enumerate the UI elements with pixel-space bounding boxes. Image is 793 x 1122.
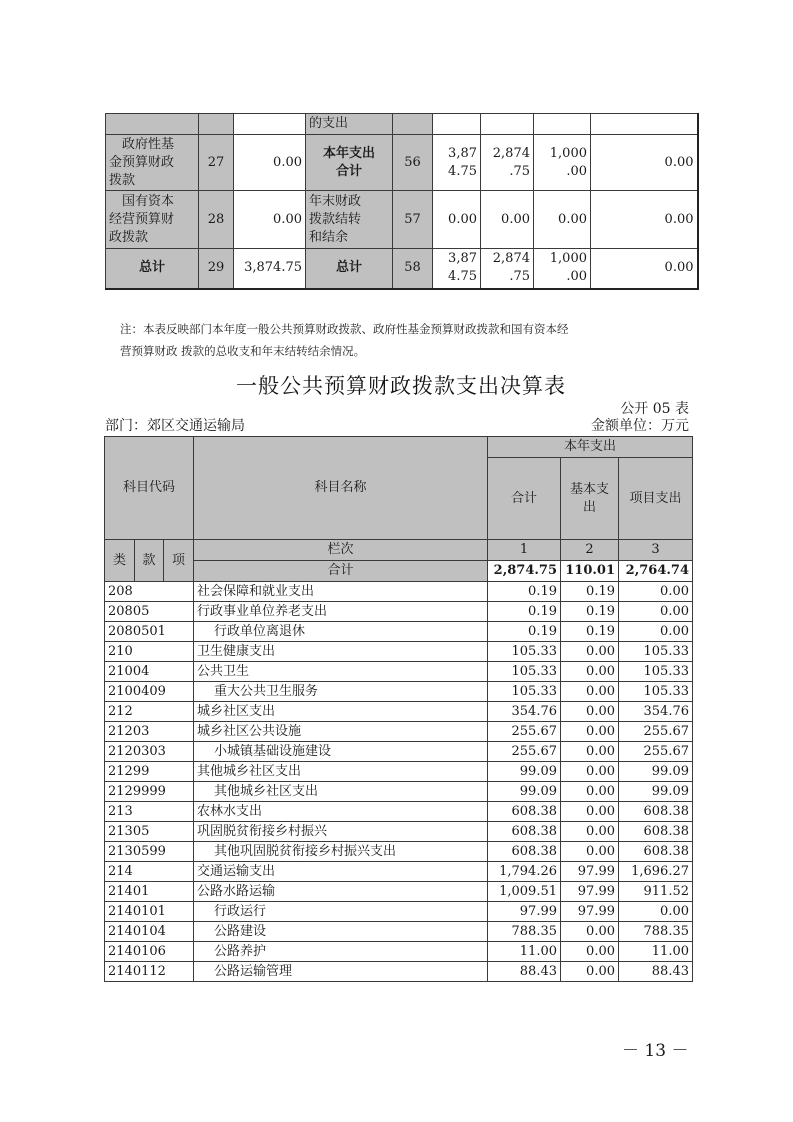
table-row (105, 862, 693, 882)
basic-amount: 0.00 (561, 702, 619, 722)
basic-amount: 0.00 (561, 922, 619, 942)
total-amount: 105.33 (488, 642, 561, 662)
basic-amount: 0.00 (561, 942, 619, 962)
department-label: 部门：郊区交通运输局 (105, 418, 245, 434)
subject-code: 21203 (105, 722, 194, 742)
income-amount: 0.00 (234, 135, 306, 191)
total-amount: 99.09 (488, 782, 561, 802)
subject-code: 20805 (105, 602, 194, 622)
subject-code: 2140104 (105, 922, 194, 942)
project-amount: 354.76 (619, 702, 693, 722)
amount-line: .00 (566, 163, 587, 179)
label-line: 金预算财政 (109, 154, 175, 170)
table-number: 公开 05 表 (620, 401, 689, 417)
subject-code: 212 (105, 702, 194, 722)
grand-total-label: 总计 (306, 249, 393, 289)
project-amount: 608.38 (619, 842, 693, 862)
total-amount: 0.19 (488, 602, 561, 622)
label-line: 经营预算财 (109, 211, 175, 227)
subject-name: 行政单位离退休 (194, 622, 488, 642)
table-row (105, 842, 693, 862)
total-amount: 1,009.51 (488, 882, 561, 902)
general-budget-expenditure-table (104, 436, 693, 982)
table-row (106, 114, 698, 135)
project-amount: 255.67 (619, 742, 693, 762)
column-number: 2 (561, 540, 619, 561)
table-row (105, 782, 693, 802)
totals-basic: 110.01 (561, 561, 619, 582)
amount-cell: 0.00 (534, 191, 591, 249)
header-project-expenditure: 项目支出 (619, 458, 693, 540)
subject-name: 农林水支出 (194, 802, 488, 822)
amount-line: .75 (509, 269, 530, 285)
column-number-row (105, 540, 693, 561)
basic-amount: 0.00 (561, 762, 619, 782)
header-subject-name: 科目名称 (194, 437, 488, 540)
subject-code: 21004 (105, 662, 194, 682)
project-amount: 105.33 (619, 682, 693, 702)
total-amount: 97.99 (488, 902, 561, 922)
subject-name: 其他巩固脱贫衔接乡村振兴支出 (194, 842, 488, 862)
total-amount: 788.35 (488, 922, 561, 942)
table-row (105, 882, 693, 902)
amount-cell: 0.00 (481, 191, 534, 249)
subject-name: 城乡社区支出 (194, 702, 488, 722)
project-amount: 0.00 (619, 622, 693, 642)
basic-amount: 0.00 (561, 682, 619, 702)
income-item-label (106, 191, 199, 249)
page-title: 一般公共预算财政拨款支出决算表 (236, 374, 566, 398)
table-row (105, 682, 693, 702)
amount-line: 3,87 (448, 251, 477, 267)
row-number: 57 (393, 191, 433, 249)
project-amount: 99.09 (619, 762, 693, 782)
total-amount: 0.19 (488, 622, 561, 642)
label-line: 合计 (335, 163, 362, 179)
subject-code: 2100409 (105, 682, 194, 702)
subject-code: 2129999 (105, 782, 194, 802)
project-amount: 105.33 (619, 642, 693, 662)
basic-amount: 97.99 (561, 902, 619, 922)
total-amount: 608.38 (488, 802, 561, 822)
project-amount: 88.43 (619, 962, 693, 982)
subject-code: 213 (105, 802, 194, 822)
project-amount: 0.00 (619, 582, 693, 602)
amount-line: 1,000 (549, 251, 587, 267)
project-amount: 0.00 (619, 902, 693, 922)
header-line: 出 (582, 499, 596, 515)
total-amount: 105.33 (488, 682, 561, 702)
note-line: 营预算财政 拨款的总收支和年末结转结余情况。 (120, 344, 366, 358)
row-number: 27 (199, 135, 234, 191)
basic-amount: 97.99 (561, 862, 619, 882)
amount-cell: 0.00 (591, 191, 698, 249)
table-row (106, 135, 698, 191)
project-amount: 0.00 (619, 602, 693, 622)
label-line: 国有资本 (109, 193, 175, 209)
basic-amount: 0.00 (561, 722, 619, 742)
project-amount: 608.38 (619, 822, 693, 842)
subject-name: 社会保障和就业支出 (194, 582, 488, 602)
income-amount: 0.00 (234, 191, 306, 249)
subject-name: 行政事业单位养老支出 (194, 602, 488, 622)
project-amount: 105.33 (619, 662, 693, 682)
amount-line: .00 (566, 269, 587, 285)
subject-name: 公共卫生 (194, 662, 488, 682)
totals-total: 2,874.75 (488, 561, 561, 582)
table-row (106, 191, 698, 249)
note-line: 注：本表反映部门本年度一般公共预算财政拨款、政府性基金预算财政拨款和国有资本经 (120, 322, 569, 336)
total-amount: 0.19 (488, 582, 561, 602)
table-row (105, 962, 693, 982)
expense-item-label (306, 135, 393, 191)
total-amount: 255.67 (488, 742, 561, 762)
table-row (105, 662, 693, 682)
table-note (120, 318, 690, 362)
project-amount: 788.35 (619, 922, 693, 942)
cell (591, 114, 698, 135)
amount-line: 2,874 (492, 145, 530, 161)
amount-cell (433, 135, 481, 191)
table-row (105, 822, 693, 842)
amount-unit-label: 金额单位：万元 (591, 418, 689, 434)
total-amount: 99.09 (488, 762, 561, 782)
amount-line: 2,874 (492, 251, 530, 267)
total-amount: 105.33 (488, 662, 561, 682)
amount-cell (481, 135, 534, 191)
label-line: 政拨款 (109, 229, 149, 245)
column-number: 1 (488, 540, 561, 561)
amount-line: .75 (509, 163, 530, 179)
basic-amount: 0.00 (561, 642, 619, 662)
label-line: 和结余 (309, 229, 349, 245)
subject-name: 巩固脱贫衔接乡村振兴 (194, 822, 488, 842)
subject-name: 卫生健康支出 (194, 642, 488, 662)
label-line: 拨款结转 (309, 211, 362, 227)
subject-name: 公路运输管理 (194, 962, 488, 982)
total-amount: 354.76 (488, 702, 561, 722)
total-amount: 608.38 (488, 822, 561, 842)
row-number: 29 (199, 249, 234, 289)
subject-name: 其他城乡社区支出 (194, 762, 488, 782)
header-total: 合计 (488, 458, 561, 540)
income-item-label (106, 135, 199, 191)
table-row (105, 942, 693, 962)
amount-line: 4.75 (448, 163, 477, 179)
subject-name: 重大公共卫生服务 (194, 682, 488, 702)
subject-code: 21401 (105, 882, 194, 902)
project-amount: 911.52 (619, 882, 693, 902)
subject-name: 公路养护 (194, 942, 488, 962)
expense-item-label (306, 191, 393, 249)
table-row (105, 722, 693, 742)
income-expense-summary-table-continued (105, 113, 699, 290)
cell (481, 114, 534, 135)
subject-name: 公路水路运输 (194, 882, 488, 902)
subject-code: 2130599 (105, 842, 194, 862)
cell (433, 114, 481, 135)
label-line: 本年支出 (322, 145, 375, 161)
project-amount: 11.00 (619, 942, 693, 962)
row-number: 58 (393, 249, 433, 289)
header-basic-expenditure (561, 458, 619, 540)
table-row (105, 802, 693, 822)
amount-cell (534, 249, 591, 289)
column-number-label: 栏次 (194, 540, 488, 561)
amount-cell: 0.00 (433, 191, 481, 249)
header-current-year-expenditure: 本年支出 (488, 437, 693, 458)
subject-name: 行政运行 (194, 902, 488, 922)
amount-line: 4.75 (448, 269, 477, 285)
total-amount: 255.67 (488, 722, 561, 742)
cell (234, 114, 306, 135)
cell (534, 114, 591, 135)
header-xiang: 项 (164, 540, 194, 582)
subject-code: 214 (105, 862, 194, 882)
cell (199, 114, 234, 135)
subject-code: 2120303 (105, 742, 194, 762)
table-row (105, 702, 693, 722)
basic-amount: 97.99 (561, 882, 619, 902)
label-line: 政府性基 (109, 136, 175, 152)
amount-cell: 0.00 (591, 249, 698, 289)
basic-amount: 0.00 (561, 822, 619, 842)
amount-cell (433, 249, 481, 289)
table-row (105, 602, 693, 622)
amount-cell: 0.00 (591, 135, 698, 191)
grand-total-label: 总计 (106, 249, 199, 289)
subject-code: 2140106 (105, 942, 194, 962)
label-line: 年末财政 (309, 193, 362, 209)
table-row (105, 622, 693, 642)
subject-code: 210 (105, 642, 194, 662)
basic-amount: 0.00 (561, 842, 619, 862)
basic-amount: 0.00 (561, 782, 619, 802)
label-line: 拨款 (109, 172, 136, 188)
project-amount: 255.67 (619, 722, 693, 742)
total-amount: 608.38 (488, 842, 561, 862)
table-body (105, 582, 693, 982)
subject-code: 2140101 (105, 902, 194, 922)
subject-code: 2080501 (105, 622, 194, 642)
amount-line: 3,87 (448, 145, 477, 161)
total-amount: 1,794.26 (488, 862, 561, 882)
amount-cell (481, 249, 534, 289)
basic-amount: 0.00 (561, 802, 619, 822)
amount-line: 1,000 (549, 145, 587, 161)
income-total-amount: 3,874.75 (234, 249, 306, 289)
subject-name: 交通运输支出 (194, 862, 488, 882)
table-row (105, 922, 693, 942)
row-number: 56 (393, 135, 433, 191)
subject-code: 2140112 (105, 962, 194, 982)
subject-code: 21305 (105, 822, 194, 842)
subject-name: 小城镇基础设施建设 (194, 742, 488, 762)
subject-name: 城乡社区公共设施 (194, 722, 488, 742)
table-row (105, 902, 693, 922)
page-number: － 13 － (622, 1041, 689, 1061)
basic-amount: 0.19 (561, 622, 619, 642)
amount-cell (534, 135, 591, 191)
total-amount: 11.00 (488, 942, 561, 962)
cell (106, 114, 199, 135)
header-line: 基本支 (569, 481, 609, 497)
cell (393, 114, 433, 135)
header-row (105, 437, 693, 458)
basic-amount: 0.00 (561, 742, 619, 762)
project-amount: 1,696.27 (619, 862, 693, 882)
totals-project: 2,764.74 (619, 561, 693, 582)
totals-row (105, 561, 693, 582)
header-kuan: 款 (135, 540, 164, 582)
header-lei: 类 (105, 540, 135, 582)
project-amount: 608.38 (619, 802, 693, 822)
expense-item-label: 的支出 (306, 114, 393, 135)
table-row (105, 642, 693, 662)
basic-amount: 0.00 (561, 962, 619, 982)
table-row (105, 762, 693, 782)
total-amount: 88.43 (488, 962, 561, 982)
totals-label: 合计 (194, 561, 488, 582)
basic-amount: 0.19 (561, 602, 619, 622)
header-subject-code: 科目代码 (105, 437, 194, 540)
table-row-grand-total (106, 249, 698, 289)
basic-amount: 0.19 (561, 582, 619, 602)
basic-amount: 0.00 (561, 662, 619, 682)
subject-name: 公路建设 (194, 922, 488, 942)
subject-code: 21299 (105, 762, 194, 782)
subject-name: 其他城乡社区支出 (194, 782, 488, 802)
table-row (105, 742, 693, 762)
project-amount: 99.09 (619, 782, 693, 802)
table-row (105, 582, 693, 602)
row-number: 28 (199, 191, 234, 249)
subject-code: 208 (105, 582, 194, 602)
column-number: 3 (619, 540, 693, 561)
